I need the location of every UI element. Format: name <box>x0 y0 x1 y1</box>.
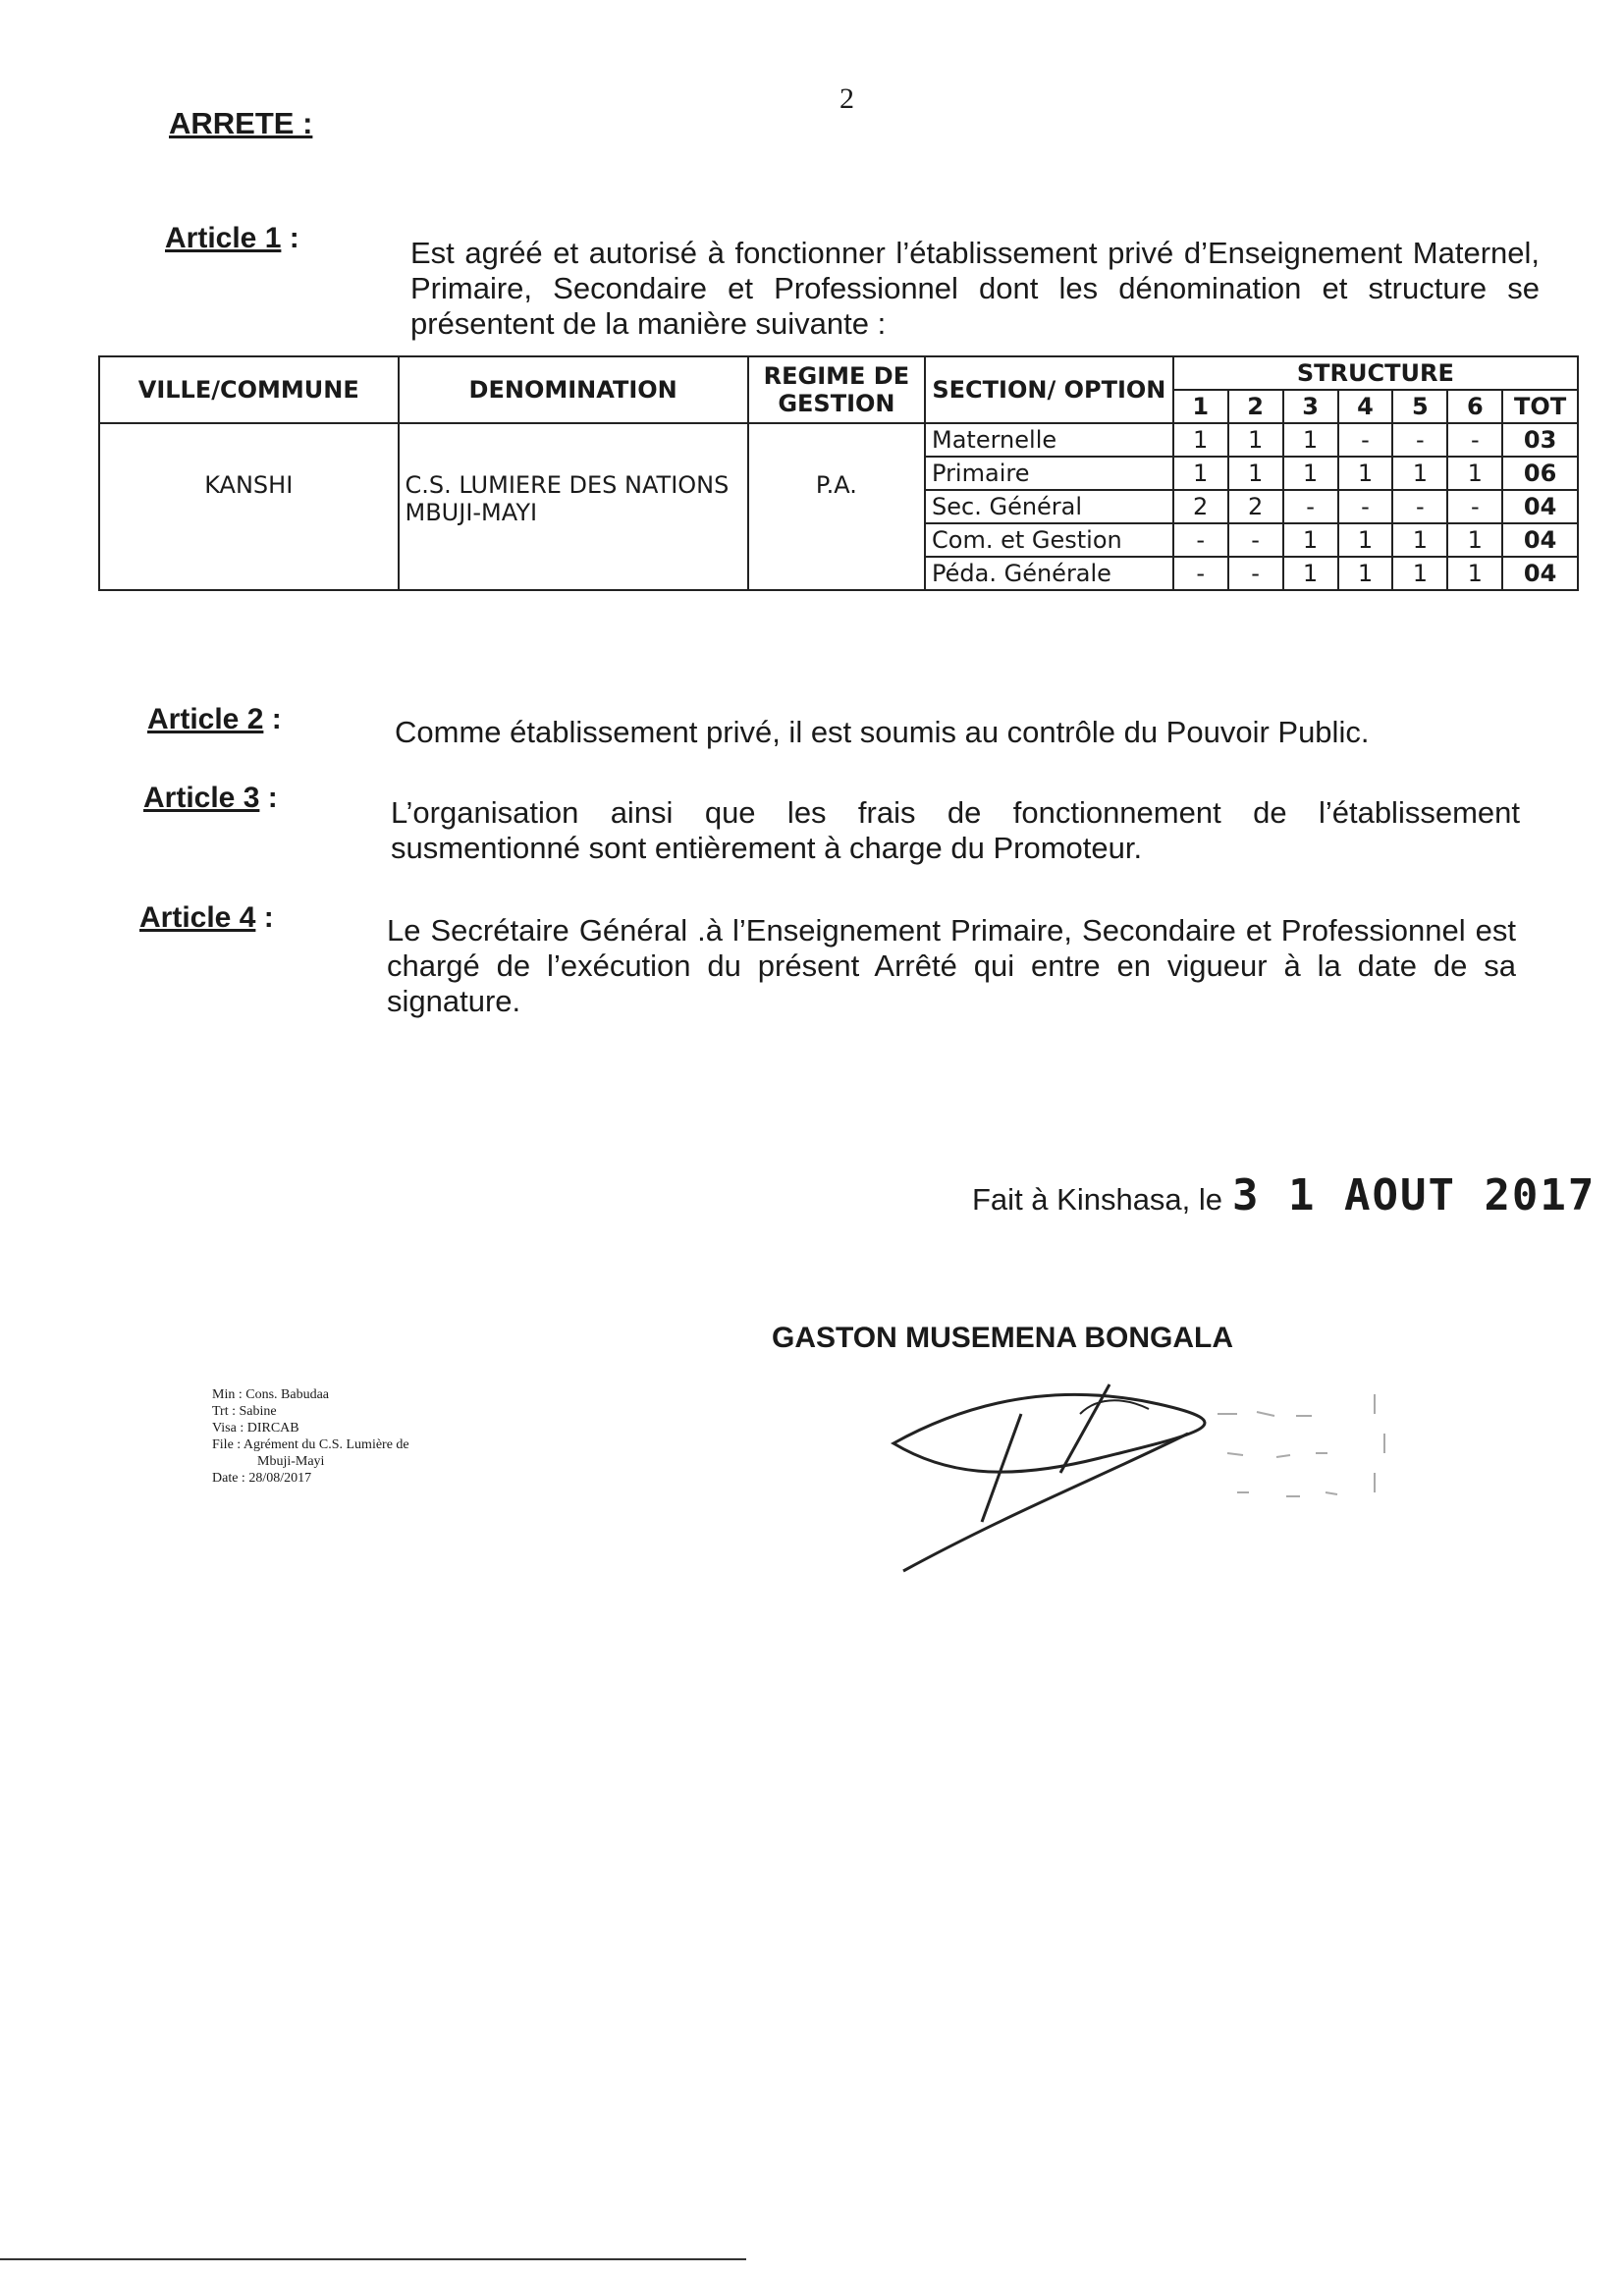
cell-value: 1 <box>1392 557 1447 590</box>
header-col-tot: TOT <box>1502 390 1578 423</box>
heading-arrete: ARRETE : <box>169 106 313 140</box>
article-2-label <box>147 703 282 736</box>
footer-note <box>212 1386 409 1487</box>
cell-value: 1 <box>1447 557 1502 590</box>
footer-line: Visa : DIRCAB <box>212 1421 299 1435</box>
signature-drawing <box>864 1355 1414 1591</box>
cell-value: - <box>1338 490 1393 523</box>
cell-value: - <box>1447 490 1502 523</box>
article-3-title: Article 3 <box>143 782 260 814</box>
cell-value: 1 <box>1283 523 1338 557</box>
article-3-label <box>143 782 278 815</box>
article-2-text: Comme établissement privé, il est soumis au contrôle du Pouvoir Public. <box>395 715 1370 749</box>
cell-value: 1 <box>1447 523 1502 557</box>
header-ville: VILLE/COMMUNE <box>99 356 399 423</box>
cell-value: 1 <box>1338 557 1393 590</box>
article-1-label <box>165 222 299 255</box>
cell-value: - <box>1338 423 1393 457</box>
cell-value: 1 <box>1283 423 1338 457</box>
table-row <box>99 423 1578 457</box>
cell-ville: KANSHI <box>99 423 399 590</box>
cell-value: - <box>1392 490 1447 523</box>
footer-line: Date : 28/08/2017 <box>212 1471 312 1486</box>
header-col-4: 4 <box>1338 390 1393 423</box>
cell-value: 1 <box>1338 523 1393 557</box>
cell-option: Primaire <box>925 457 1173 490</box>
cell-value: 1 <box>1228 423 1283 457</box>
footer-line: File : Agrément du C.S. Lumière de <box>212 1437 409 1452</box>
article-1-title: Article 1 <box>165 222 282 254</box>
header-col-2: 2 <box>1228 390 1283 423</box>
header-col-3: 3 <box>1283 390 1338 423</box>
cell-value: - <box>1228 557 1283 590</box>
footer-line: Min : Cons. Babudaa <box>212 1387 329 1402</box>
article-2-suffix: : <box>263 703 282 735</box>
bottom-rule <box>0 2258 746 2260</box>
cell-value: 1 <box>1228 457 1283 490</box>
article-4-title: Article 4 <box>139 901 256 934</box>
footer-line: Trt : Sabine <box>212 1404 277 1419</box>
place-date-prefix: Fait à Kinshasa, le <box>972 1182 1223 1217</box>
cell-total: 04 <box>1502 557 1578 590</box>
article-4-text: Le Secrétaire Général .à l’Enseignement Primaire, Secondaire et Professionnel est chargé de l’exécution du présent Arrêté qui entre en vigueur à la date de sa signature. <box>387 913 1516 1018</box>
cell-value: 1 <box>1283 457 1338 490</box>
header-regime: REGIME DE GESTION <box>748 356 925 423</box>
cell-value: - <box>1173 523 1228 557</box>
cell-total: 04 <box>1502 523 1578 557</box>
signatory-name: GASTON MUSEMENA BONGALA <box>772 1322 1234 1354</box>
header-col-6: 6 <box>1447 390 1502 423</box>
header-denomination: DENOMINATION <box>399 356 748 423</box>
article-4-suffix: : <box>255 901 274 934</box>
cell-option: Com. et Gestion <box>925 523 1173 557</box>
footer-line: Mbuji-Mayi <box>257 1454 325 1469</box>
cell-regime: P.A. <box>748 423 925 590</box>
header-col-1: 1 <box>1173 390 1228 423</box>
cell-value: 1 <box>1283 557 1338 590</box>
page-number: 2 <box>839 82 854 115</box>
article-3-text: L’organisation ainsi que les frais de fonctionnement de l’établissement susmentionné sont entièrement à charge du Promoteur. <box>391 795 1520 865</box>
cell-value: - <box>1283 490 1338 523</box>
cell-total: 06 <box>1502 457 1578 490</box>
header-col-5: 5 <box>1392 390 1447 423</box>
cell-total: 04 <box>1502 490 1578 523</box>
cell-value: 1 <box>1392 457 1447 490</box>
cell-denomination: C.S. LUMIERE DES NATIONS MBUJI-MAYI <box>399 423 748 590</box>
article-3-suffix: : <box>259 782 278 814</box>
cell-option: Péda. Générale <box>925 557 1173 590</box>
cell-value: 1 <box>1338 457 1393 490</box>
place-date <box>972 1170 1596 1220</box>
article-4-label <box>139 901 274 935</box>
cell-value: - <box>1392 423 1447 457</box>
cell-value: - <box>1173 557 1228 590</box>
cell-value: 2 <box>1173 490 1228 523</box>
article-2-title: Article 2 <box>147 703 264 735</box>
header-section: SECTION/ OPTION <box>925 356 1173 423</box>
cell-value: 1 <box>1173 457 1228 490</box>
cell-value: - <box>1228 523 1283 557</box>
cell-value: 2 <box>1228 490 1283 523</box>
cell-total: 03 <box>1502 423 1578 457</box>
cell-value: 1 <box>1392 523 1447 557</box>
cell-option: Sec. Général <box>925 490 1173 523</box>
cell-value: - <box>1447 423 1502 457</box>
cell-value: 1 <box>1173 423 1228 457</box>
article-1-suffix: : <box>281 222 299 254</box>
cell-option: Maternelle <box>925 423 1173 457</box>
date-stamp: 3 1 AOUT 2017 <box>1232 1170 1597 1220</box>
structure-table <box>98 355 1579 591</box>
header-structure: STRUCTURE <box>1173 356 1578 390</box>
article-1-text: Est agréé et autorisé à fonctionner l’établissement privé d’Enseignement Maternel, Primaire, Secondaire et Professionnel dont les dénomination et structure se présentent de la manière suivante : <box>410 236 1540 341</box>
cell-value: 1 <box>1447 457 1502 490</box>
